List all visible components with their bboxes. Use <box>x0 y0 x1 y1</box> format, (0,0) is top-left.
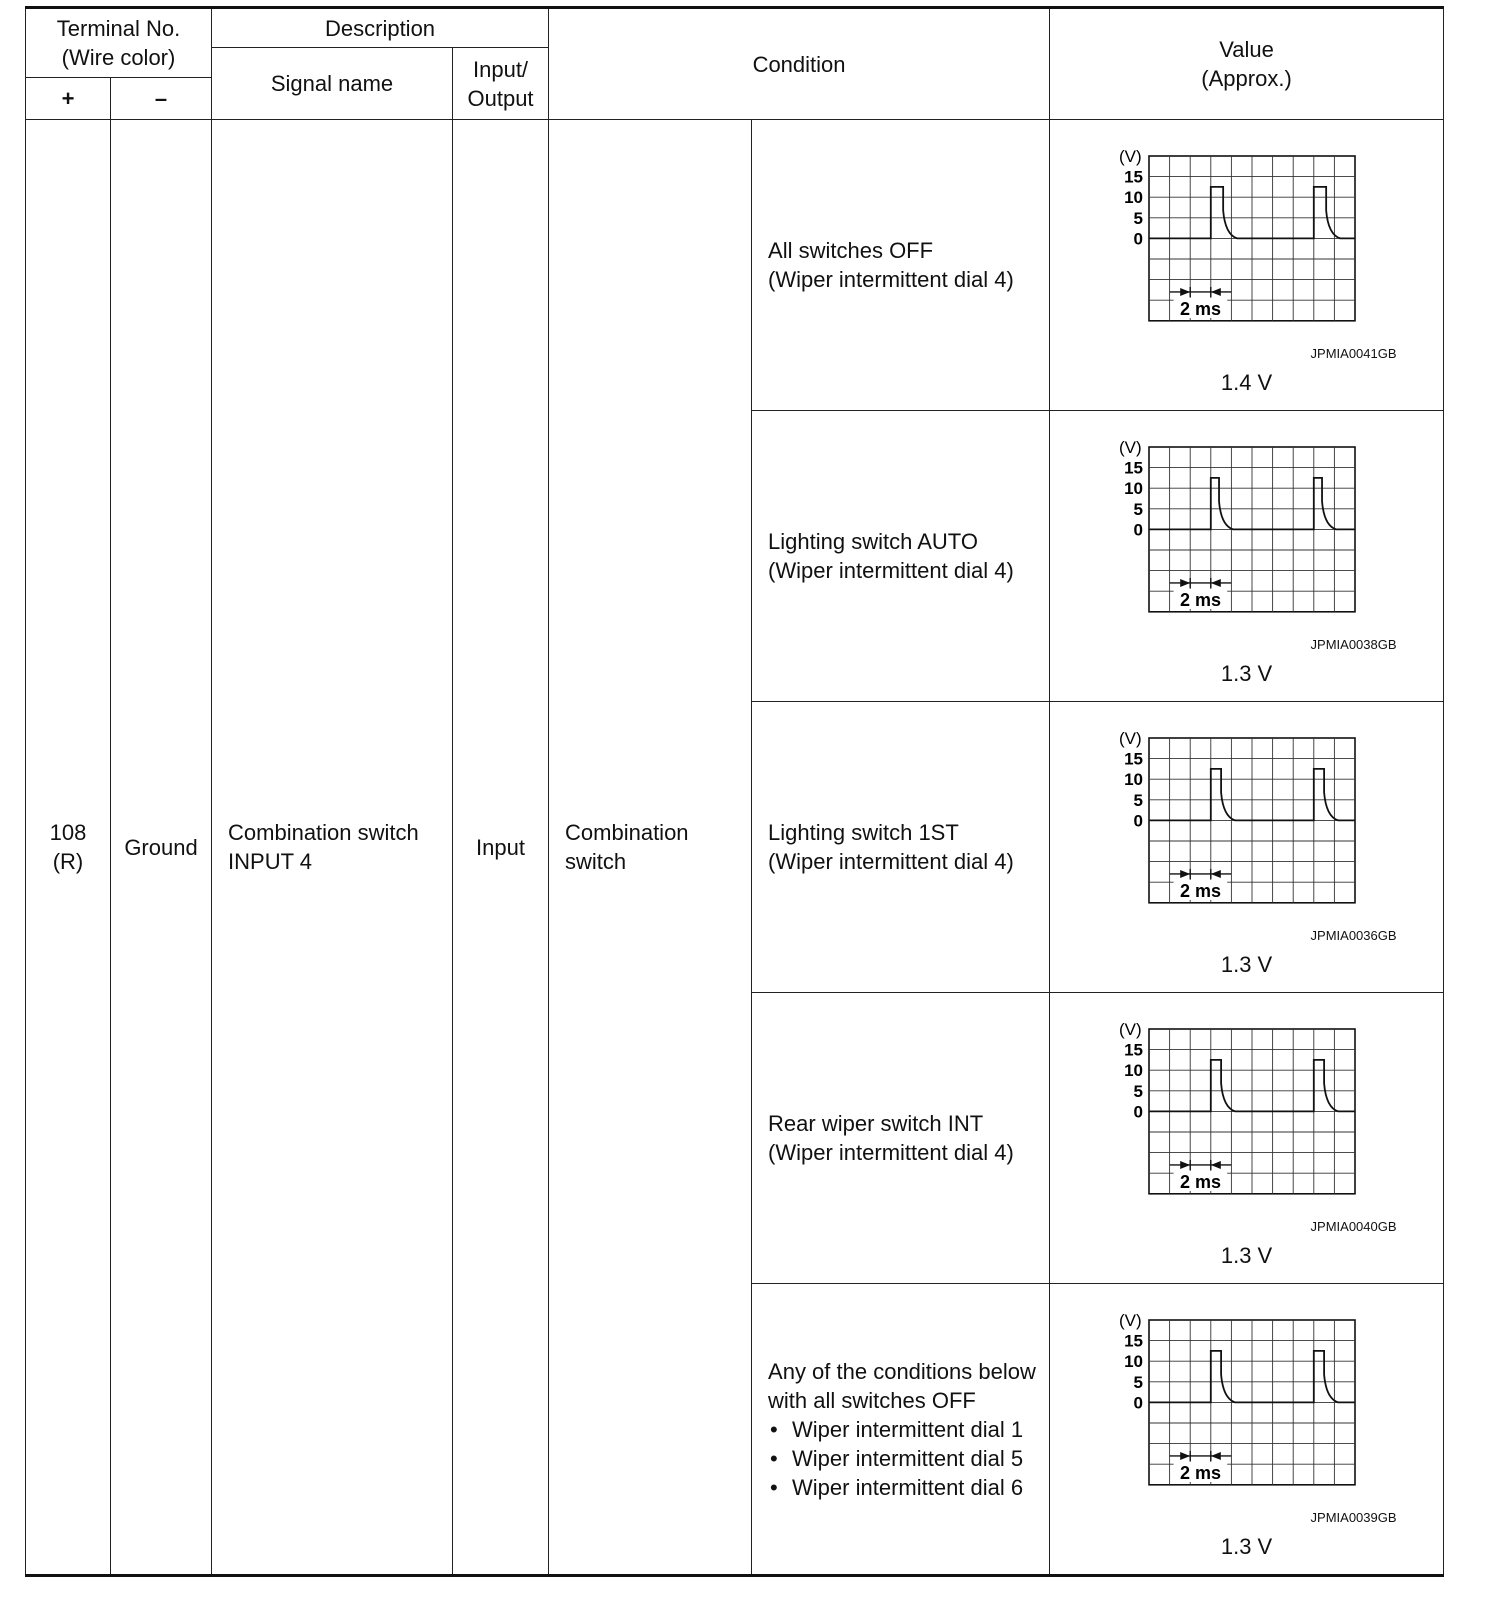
signal-name-line-2: INPUT 4 <box>228 849 312 874</box>
condition-header: Condition <box>549 8 1050 120</box>
arrow-right-icon <box>1180 579 1190 587</box>
arrow-right-icon <box>1180 1452 1190 1460</box>
sub-condition-cell <box>752 1284 1050 1576</box>
y-tick-label: 15 <box>1123 1331 1143 1351</box>
plus-header: + <box>26 78 111 120</box>
figure-id: JPMIA0041GB <box>1310 346 1397 361</box>
oscilloscope-waveform <box>1067 702 1427 942</box>
y-tick-label: 10 <box>1123 1352 1143 1372</box>
sub-condition-cell <box>752 120 1050 411</box>
voltage-reading: 1.3 V <box>1220 1243 1273 1268</box>
y-tick-label: 5 <box>1133 1081 1143 1101</box>
sub-condition-bullets <box>768 1415 1049 1502</box>
y-unit-label: (V) <box>1118 1311 1142 1330</box>
arrow-right-icon <box>1180 288 1190 296</box>
terminal-no-label: Terminal No. <box>56 16 181 41</box>
y-tick-label: 0 <box>1133 811 1143 831</box>
y-tick-label: 10 <box>1123 188 1143 208</box>
input-output-header <box>453 48 549 120</box>
sub-condition-cell <box>752 411 1050 702</box>
sub-condition-line-1: Lighting switch AUTO <box>768 529 978 554</box>
terminal-minus-cell: Ground <box>111 120 212 1576</box>
figure-id: JPMIA0040GB <box>1310 1219 1397 1234</box>
arrow-right-icon <box>1180 1161 1190 1169</box>
wire-color-label: (Wire color) <box>61 45 176 70</box>
voltage-reading: 1.3 V <box>1220 661 1273 686</box>
y-tick-label: 0 <box>1133 1102 1143 1122</box>
time-scale-label: 2 ms <box>1179 298 1221 319</box>
oscilloscope-figure <box>1067 993 1427 1283</box>
oscilloscope-figure <box>1067 411 1427 701</box>
y-tick-label: 5 <box>1133 1372 1143 1392</box>
y-tick-label: 0 <box>1133 229 1143 249</box>
table-row <box>26 120 1444 411</box>
y-tick-label: 10 <box>1123 770 1143 790</box>
terminal-spec-table <box>25 6 1444 1577</box>
sub-condition-line-2: (Wiper intermittent dial 4) <box>768 849 1014 874</box>
signal-name-cell <box>212 120 453 1576</box>
condition-main-line-1: Combination <box>565 820 689 845</box>
terminal-plus-cell <box>26 120 111 1576</box>
oscilloscope-waveform <box>1067 411 1427 651</box>
sub-condition-line-1: All switches OFF <box>768 238 934 263</box>
condition-main-cell <box>549 120 752 1576</box>
bullet-item: • Wiper intermittent dial 1 <box>768 1415 1049 1444</box>
arrow-left-icon <box>1210 579 1220 587</box>
voltage-reading: 1.3 V <box>1220 1534 1273 1559</box>
arrow-left-icon <box>1210 288 1220 296</box>
terminal-number: 108 <box>49 820 87 845</box>
oscilloscope-figure <box>1067 120 1427 410</box>
y-unit-label: (V) <box>1118 1020 1142 1039</box>
y-unit-label: (V) <box>1118 147 1142 166</box>
figure-id: JPMIA0036GB <box>1310 928 1397 943</box>
sub-condition-line-1: Any of the conditions below <box>768 1358 1036 1384</box>
oscilloscope-figure <box>1067 702 1427 992</box>
oscilloscope-waveform <box>1067 1284 1427 1524</box>
arrow-left-icon <box>1210 1452 1220 1460</box>
y-tick-label: 15 <box>1123 1040 1143 1060</box>
condition-main-line-2: switch <box>565 849 627 874</box>
value-cell <box>1050 411 1444 702</box>
y-tick-label: 10 <box>1123 1061 1143 1081</box>
time-scale-label: 2 ms <box>1179 880 1221 901</box>
value-header <box>1050 8 1444 120</box>
sub-condition-line-1: Rear wiper switch INT <box>768 1111 984 1136</box>
terminal-wire-color: (R) <box>52 849 84 874</box>
value-cell <box>1050 1284 1444 1576</box>
sub-condition-line-2: with all switches OFF <box>768 1387 976 1413</box>
oscilloscope-waveform <box>1067 120 1427 360</box>
voltage-reading: 1.4 V <box>1220 370 1273 395</box>
sub-condition-line-2: (Wiper intermittent dial 4) <box>768 558 1014 583</box>
sub-condition-line-1: Lighting switch 1ST <box>768 820 959 845</box>
description-header: Description <box>212 8 549 48</box>
y-tick-label: 10 <box>1123 479 1143 499</box>
value-cell <box>1050 993 1444 1284</box>
y-unit-label: (V) <box>1118 438 1142 457</box>
bullet-item: • Wiper intermittent dial 5 <box>768 1444 1049 1473</box>
oscilloscope-figure <box>1067 1284 1427 1574</box>
signal-name-header: Signal name <box>212 48 453 120</box>
y-tick-label: 15 <box>1123 749 1143 769</box>
signal-name-line-1: Combination switch <box>228 820 419 845</box>
arrow-right-icon <box>1180 870 1190 878</box>
oscilloscope-waveform <box>1067 993 1427 1233</box>
voltage-reading: 1.3 V <box>1220 952 1273 977</box>
arrow-left-icon <box>1210 1161 1220 1169</box>
time-scale-label: 2 ms <box>1179 1462 1221 1483</box>
sub-condition-line-2: (Wiper intermittent dial 4) <box>768 1140 1014 1165</box>
terminal-no-header <box>26 8 212 78</box>
sub-condition-cell <box>752 993 1050 1284</box>
value-cell <box>1050 120 1444 411</box>
bullet-item: • Wiper intermittent dial 6 <box>768 1473 1049 1502</box>
y-tick-label: 15 <box>1123 458 1143 478</box>
sub-condition-cell <box>752 702 1050 993</box>
figure-id: JPMIA0038GB <box>1310 637 1397 652</box>
time-scale-label: 2 ms <box>1179 589 1221 610</box>
sub-condition-line-2: (Wiper intermittent dial 4) <box>768 267 1014 292</box>
y-tick-label: 0 <box>1133 1393 1143 1413</box>
value-approx-label: (Approx.) <box>1201 66 1292 91</box>
input-output-label-2: Output <box>467 85 534 111</box>
y-tick-label: 15 <box>1123 167 1143 187</box>
time-scale-label: 2 ms <box>1179 1171 1221 1192</box>
minus-header: – <box>111 78 212 120</box>
y-tick-label: 5 <box>1133 208 1143 228</box>
io-cell: Input <box>453 120 549 1576</box>
y-tick-label: 5 <box>1133 790 1143 810</box>
y-tick-label: 0 <box>1133 520 1143 540</box>
y-tick-label: 5 <box>1133 499 1143 519</box>
value-cell <box>1050 702 1444 993</box>
input-output-label-1: Input/ <box>473 56 529 82</box>
figure-id: JPMIA0039GB <box>1310 1510 1397 1525</box>
value-label: Value <box>1219 37 1274 62</box>
y-unit-label: (V) <box>1118 729 1142 748</box>
arrow-left-icon <box>1210 870 1220 878</box>
